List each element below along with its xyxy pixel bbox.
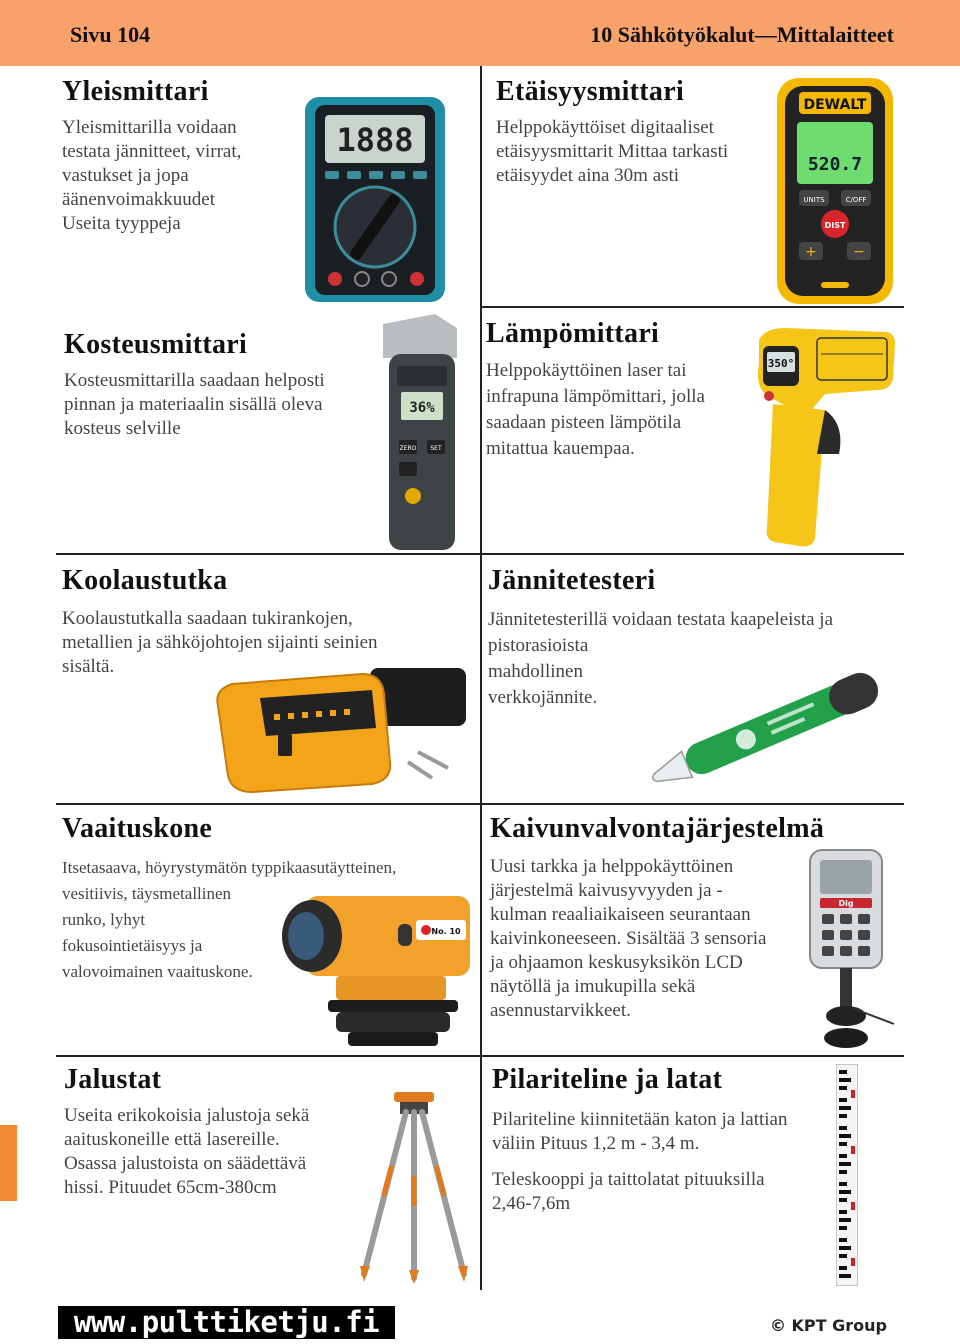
desc-line: Helppokäyttöinen laser tai [486, 360, 687, 381]
thermo-display: 350° [767, 357, 795, 370]
multimeter-display: 1888 [336, 121, 414, 159]
ir-thermometer-image [755, 324, 897, 548]
item-yleismittari [62, 76, 302, 236]
item-title: Jännitetesteri [488, 565, 656, 596]
desc-line: näytöllä ja imukupilla sekä [490, 976, 696, 997]
item-kaivunvalvonta [490, 813, 825, 1023]
divider-h2 [56, 553, 904, 555]
desc-line: vesitiivis, täysmetallinen [62, 884, 232, 903]
desc-line: pinnan ja materiaalin sisällä oleva [64, 394, 323, 415]
section-title: 10 Sähkötyökalut—Mittalaitteet [590, 22, 894, 47]
side-tab [0, 1125, 17, 1201]
desc-line: Teleskooppi ja taittolatat pituuksilla [492, 1169, 765, 1190]
divider-h3 [56, 803, 904, 805]
desc-line: kosteus selville [64, 418, 181, 439]
desc-line: valovoimainen vaaituskone. [62, 962, 253, 981]
copyright: © KPT Group [769, 1316, 887, 1335]
moisture-zero: ZERO [399, 445, 417, 452]
stud-finder-image [212, 666, 470, 798]
item-title: Kaivunvalvontajärjestelmä [490, 813, 825, 844]
item-kosteusmittari [64, 329, 374, 441]
page-number: Sivu 104 [70, 22, 151, 47]
desc-line: testata jännitteet, virrat, [62, 141, 242, 162]
item-title: Vaaituskone [62, 813, 213, 844]
item-title: Koolaustutka [62, 565, 228, 596]
desc-line: 2,46-7,6m [492, 1193, 571, 1214]
desc-line: aaituskoneille että lasereille. [64, 1129, 280, 1150]
desc-line: kulman reaaliaikaiseen seurantaan [490, 904, 751, 925]
rangefinder-dist: DIST [824, 221, 846, 230]
desc-line: Jännitetesterillä voidaan testata kaapeleista ja [488, 609, 834, 630]
desc-line: vastukset ja jopa [62, 165, 189, 186]
item-title: Kosteusmittari [64, 329, 248, 360]
desc-line: järjestelmä kaivusyvyyden ja - [490, 880, 723, 901]
dig-control-image [806, 848, 898, 1052]
item-title: Jalustat [64, 1064, 162, 1095]
rangefinder-brand: DEWALT [803, 97, 867, 113]
desc-line: Yleismittarilla voidaan [62, 117, 237, 138]
tripod-image [356, 1088, 472, 1284]
rangefinder-image [777, 78, 893, 304]
desc-line: Helppokäyttöiset digitaaliset [496, 117, 714, 138]
desc-line: asennustarvikkeet. [490, 1000, 631, 1021]
desc-line: etäisyydet aina 30m asti [496, 165, 680, 186]
desc-line: sisältä. [62, 656, 115, 677]
item-koolaustutka [62, 565, 472, 679]
page-header [0, 0, 960, 66]
desc-line: Useita erikokoisia jalustoja sekä [64, 1105, 310, 1126]
desc-line: Pilariteline kiinnitetään katon ja lattian [492, 1109, 788, 1130]
item-title: Pilariteline ja latat [492, 1064, 723, 1095]
desc-line: kaivinkoneeseen. Sisältää 3 sensoria [490, 928, 767, 949]
svg-text:+: + [805, 244, 817, 260]
desc-line: ja ohjaamon keskusyksikön LCD [490, 952, 743, 973]
desc-line: saadaan pisteen lämpötila [486, 412, 682, 433]
desc-line: mitattua kauempaa. [486, 438, 635, 459]
website-link[interactable]: www.pulttiketju.fi [58, 1306, 395, 1339]
desc-line: äänenvoimakkuudet [62, 189, 216, 210]
item-pilariteline [492, 1064, 832, 1216]
desc-line: Kosteusmittarilla saadaan helposti [64, 370, 325, 391]
desc-line: Itsetasaava, höyrystymätön typpikaasutäytteinen, [62, 858, 397, 877]
multimeter-image [305, 97, 445, 302]
item-lampomittari [486, 318, 756, 462]
dig-brand: Dig [838, 899, 854, 908]
item-etaisyysmittari [496, 76, 776, 188]
desc-line: väliin Pituus 1,2 m - 3,4 m. [492, 1133, 700, 1154]
moisture-set: SET [430, 445, 442, 452]
item-title: Etäisyysmittari [496, 76, 685, 107]
desc-line: infrapuna lämpömittari, jolla [486, 386, 705, 407]
item-title: Lämpömittari [486, 318, 660, 349]
desc-line: mahdollinen [488, 661, 583, 682]
divider-h4 [56, 1055, 904, 1057]
desc-line: Uusi tarkka ja helppokäyttöinen [490, 856, 734, 877]
desc-line: pistorasioista [488, 635, 589, 656]
leveling-staff-image [836, 1064, 858, 1286]
moisture-display: 36% [409, 400, 435, 416]
desc-line: Osassa jalustoista on säädettävä [64, 1153, 307, 1174]
divider-h1 [480, 306, 904, 308]
item-jalustat [64, 1064, 364, 1200]
desc-line: etäisyysmittarit Mittaa tarkasti [496, 141, 729, 162]
voltage-tester-image [640, 660, 896, 800]
svg-text:−: − [853, 244, 865, 260]
desc-line: metallien ja sähköjohtojen sijainti seinien [62, 632, 378, 653]
desc-line: runko, lyhyt [62, 910, 146, 929]
rangefinder-off: C/OFF [845, 196, 867, 204]
desc-line: Koolaustutkalla saadaan tukirankojen, [62, 608, 353, 629]
divider-vertical [480, 66, 482, 1290]
desc-line: Useita tyyppeja [62, 213, 181, 234]
level-badge: No. 10 [431, 927, 461, 936]
desc-line: hissi. Pituudet 65cm-380cm [64, 1177, 277, 1198]
desc-line: verkkojännite. [488, 687, 598, 708]
rangefinder-display: 520.7 [807, 154, 863, 175]
item-title: Yleismittari [62, 76, 209, 107]
moisture-meter-image [375, 314, 465, 554]
auto-level-image [276, 890, 476, 1050]
desc-line: fokusointietäisyys ja [62, 936, 203, 955]
rangefinder-units: UNITS [803, 196, 825, 204]
